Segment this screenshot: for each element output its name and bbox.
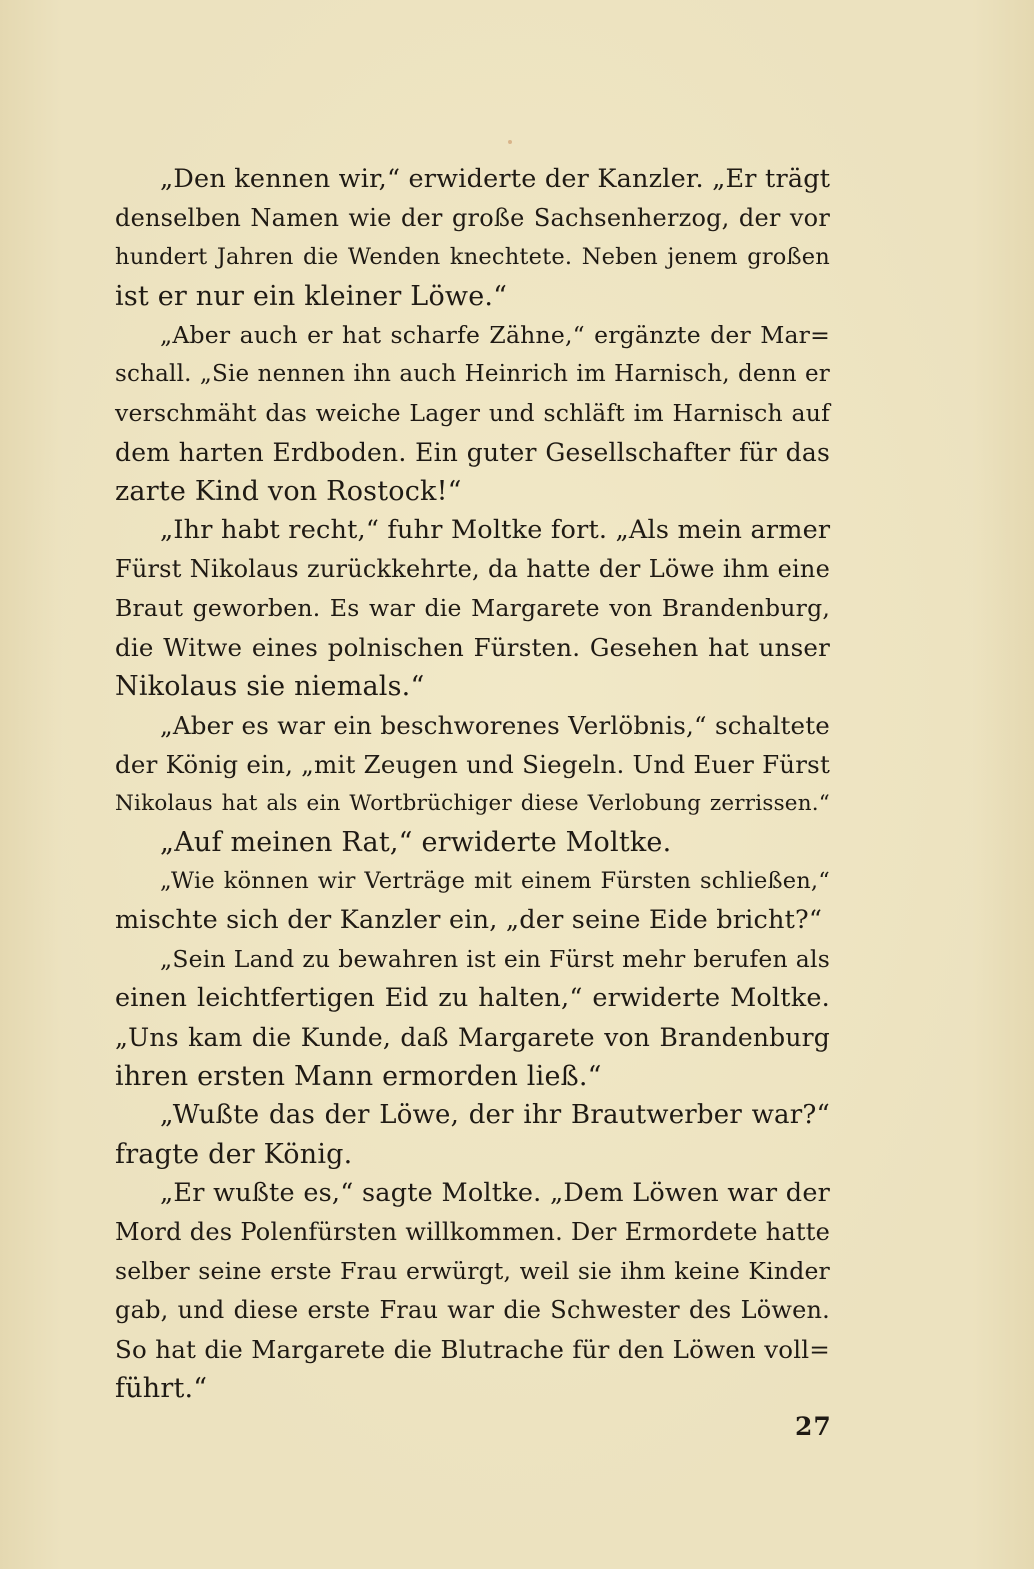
text-line: hundert Jahren die Wenden knechtete. Neben jenem großen xyxy=(115,244,830,270)
text-line: Mord des Polenfürsten willkommen. Der Ermordete hatte xyxy=(115,1218,830,1246)
text-line: „Aber auch er hat scharfe Zähne,“ ergänzte der Mar= xyxy=(160,321,830,349)
text-line: „Ihr habt recht,“ fuhr Moltke fort. „Als mein armer xyxy=(160,515,831,545)
text-line: der König ein, „mit Zeugen und Siegeln. Und Euer Fürst xyxy=(115,750,830,779)
text-line: schall. „Sie nennen ihn auch Heinrich im Harnisch, denn er xyxy=(115,361,830,387)
text-line: Braut geworben. Es war die Margarete von Brandenburg, xyxy=(115,594,830,622)
text-line: ihren ersten Mann ermorden ließ.“ xyxy=(115,1061,602,1092)
body-text xyxy=(115,160,830,1408)
text-line: ist er nur ein kleiner Löwe.“ xyxy=(115,281,508,312)
text-line: „Aber es war ein beschworenes Verlöbnis,“ schaltete xyxy=(160,711,830,740)
text-line: So hat die Margarete die Blutrache für den Löwen voll= xyxy=(115,1335,830,1364)
page-number: 27 xyxy=(795,1412,832,1441)
text-line: zarte Kind von Rostock!“ xyxy=(115,476,462,507)
text-line: führt.“ xyxy=(115,1373,208,1404)
text-line: denselben Namen wie der große Sachsenherzog, der vor xyxy=(115,204,830,232)
text-line: die Witwe eines polnischen Fürsten. Gesehen hat unser xyxy=(115,633,830,662)
text-line: Nikolaus hat als ein Wortbrüchiger diese Verlobung zerrissen.“ xyxy=(115,791,830,816)
text-line: „Er wußte es,“ sagte Moltke. „Dem Löwen war der xyxy=(160,1178,830,1208)
text-line: „Den kennen wir,“ erwiderte der Kanzler. „Er trägt xyxy=(160,164,831,194)
text-line: gab, und diese erste Frau war die Schwester des Löwen. xyxy=(115,1296,830,1324)
text-line: einen leichtfertigen Eid zu halten,“ erwiderte Moltke. xyxy=(115,983,830,1013)
text-line: „Auf meinen Rat,“ erwiderte Moltke. xyxy=(160,827,672,858)
text-line: Fürst Nikolaus zurückkehrte, da hatte der Löwe ihm eine xyxy=(115,555,830,583)
text-line: „Sein Land zu bewahren ist ein Fürst mehr berufen als xyxy=(160,945,830,973)
text-line: fragte der König. xyxy=(115,1139,353,1170)
text-line: „Uns kam die Kunde, daß Margarete von Brandenburg xyxy=(115,1023,830,1052)
ink-speck xyxy=(508,140,512,144)
text-line: dem harten Erdboden. Ein guter Gesellschafter für das xyxy=(115,438,830,467)
text-line: verschmäht das weiche Lager und schläft im Harnisch auf xyxy=(115,399,830,427)
text-line: „Wie können wir Verträge mit einem Fürsten schließen,“ xyxy=(160,868,830,894)
text-line: „Wußte das der Löwe, der ihr Brautwerber war?“ xyxy=(160,1100,830,1130)
text-line: selber seine erste Frau erwürgt, weil sie ihm keine Kinder xyxy=(115,1257,830,1285)
text-line: Nikolaus sie niemals.“ xyxy=(115,671,425,702)
text-line: mischte sich der Kanzler ein, „der seine Eide bricht?“ xyxy=(115,905,823,935)
